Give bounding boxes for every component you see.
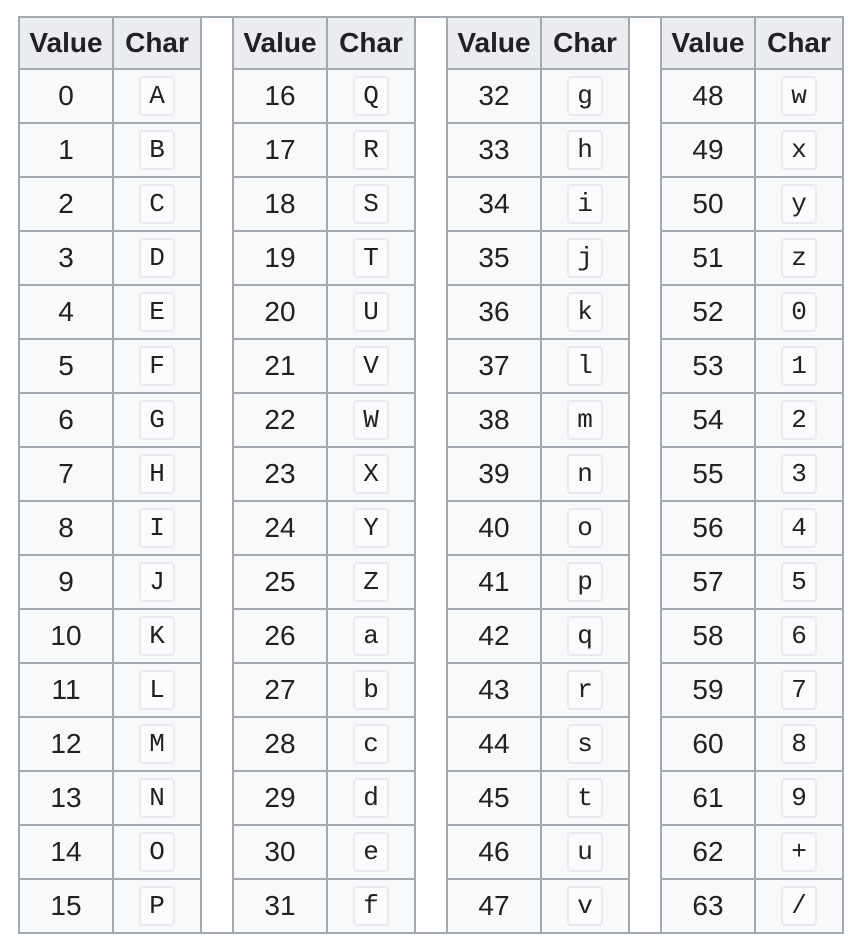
char-cell bbox=[755, 339, 843, 393]
header-cell-char: Char bbox=[541, 17, 629, 69]
char-code-box: a bbox=[353, 616, 389, 656]
char-code-box: P bbox=[139, 886, 175, 926]
char-cell bbox=[113, 447, 201, 501]
char-code-box: F bbox=[139, 346, 175, 386]
value-cell: 3 bbox=[19, 231, 113, 285]
value-cell: 11 bbox=[19, 663, 113, 717]
char-code-box: 0 bbox=[781, 292, 817, 332]
char-cell bbox=[113, 771, 201, 825]
char-cell bbox=[327, 231, 415, 285]
value-cell: 42 bbox=[447, 609, 541, 663]
value-cell: 4 bbox=[19, 285, 113, 339]
value-cell: 32 bbox=[447, 69, 541, 123]
value-cell: 43 bbox=[447, 663, 541, 717]
char-cell bbox=[113, 69, 201, 123]
char-cell bbox=[113, 123, 201, 177]
char-cell bbox=[327, 393, 415, 447]
char-code-box: / bbox=[781, 886, 817, 926]
value-cell: 47 bbox=[447, 879, 541, 933]
char-cell bbox=[327, 285, 415, 339]
char-code-box: L bbox=[139, 670, 175, 710]
char-code-box: H bbox=[139, 454, 175, 494]
value-cell: 50 bbox=[661, 177, 755, 231]
char-cell bbox=[327, 339, 415, 393]
spacer-column bbox=[201, 17, 233, 933]
char-code-box: b bbox=[353, 670, 389, 710]
char-code-box: t bbox=[567, 778, 603, 818]
char-cell bbox=[327, 177, 415, 231]
char-code-box: D bbox=[139, 238, 175, 278]
char-code-box: q bbox=[567, 616, 603, 656]
char-cell bbox=[327, 609, 415, 663]
char-code-box: G bbox=[139, 400, 175, 440]
char-cell bbox=[755, 123, 843, 177]
char-code-box: 1 bbox=[781, 346, 817, 386]
value-cell: 49 bbox=[661, 123, 755, 177]
value-cell: 51 bbox=[661, 231, 755, 285]
char-code-box: d bbox=[353, 778, 389, 818]
value-cell: 24 bbox=[233, 501, 327, 555]
char-cell bbox=[755, 285, 843, 339]
char-code-box: E bbox=[139, 292, 175, 332]
char-cell bbox=[541, 879, 629, 933]
value-cell: 27 bbox=[233, 663, 327, 717]
char-code-box: W bbox=[353, 400, 389, 440]
char-code-box: B bbox=[139, 130, 175, 170]
value-cell: 29 bbox=[233, 771, 327, 825]
char-cell bbox=[755, 501, 843, 555]
char-code-box: f bbox=[353, 886, 389, 926]
value-cell: 52 bbox=[661, 285, 755, 339]
char-cell bbox=[755, 555, 843, 609]
value-cell: 46 bbox=[447, 825, 541, 879]
value-cell: 61 bbox=[661, 771, 755, 825]
char-code-box: p bbox=[567, 562, 603, 602]
char-code-box: J bbox=[139, 562, 175, 602]
char-code-box: n bbox=[567, 454, 603, 494]
char-cell bbox=[541, 231, 629, 285]
value-cell: 53 bbox=[661, 339, 755, 393]
char-cell bbox=[541, 69, 629, 123]
char-cell bbox=[113, 501, 201, 555]
char-cell bbox=[113, 285, 201, 339]
char-cell bbox=[113, 663, 201, 717]
char-code-box: u bbox=[567, 832, 603, 872]
value-cell: 37 bbox=[447, 339, 541, 393]
value-cell: 0 bbox=[19, 69, 113, 123]
value-cell: 7 bbox=[19, 447, 113, 501]
value-cell: 62 bbox=[661, 825, 755, 879]
char-cell bbox=[327, 123, 415, 177]
char-code-box: j bbox=[567, 238, 603, 278]
char-cell bbox=[541, 339, 629, 393]
char-cell bbox=[327, 555, 415, 609]
char-code-box: Q bbox=[353, 76, 389, 116]
value-cell: 39 bbox=[447, 447, 541, 501]
char-code-box: T bbox=[353, 238, 389, 278]
char-cell bbox=[113, 879, 201, 933]
value-cell: 30 bbox=[233, 825, 327, 879]
char-cell bbox=[113, 825, 201, 879]
char-cell bbox=[541, 123, 629, 177]
value-cell: 45 bbox=[447, 771, 541, 825]
value-cell: 6 bbox=[19, 393, 113, 447]
char-code-box: x bbox=[781, 130, 817, 170]
value-cell: 55 bbox=[661, 447, 755, 501]
base64-index-table bbox=[18, 16, 844, 934]
char-code-box: O bbox=[139, 832, 175, 872]
char-cell bbox=[113, 177, 201, 231]
char-code-box: I bbox=[139, 508, 175, 548]
char-code-box: 7 bbox=[781, 670, 817, 710]
spacer-column bbox=[415, 17, 447, 933]
value-cell: 18 bbox=[233, 177, 327, 231]
value-cell: 56 bbox=[661, 501, 755, 555]
char-cell bbox=[541, 447, 629, 501]
value-cell: 58 bbox=[661, 609, 755, 663]
char-code-box: M bbox=[139, 724, 175, 764]
value-cell: 35 bbox=[447, 231, 541, 285]
char-cell bbox=[113, 393, 201, 447]
value-cell: 33 bbox=[447, 123, 541, 177]
spacer-column bbox=[629, 17, 661, 933]
char-code-box: 6 bbox=[781, 616, 817, 656]
header-cell-value: Value bbox=[661, 17, 755, 69]
value-cell: 26 bbox=[233, 609, 327, 663]
char-code-box: A bbox=[139, 76, 175, 116]
char-code-box: R bbox=[353, 130, 389, 170]
value-cell: 59 bbox=[661, 663, 755, 717]
value-cell: 31 bbox=[233, 879, 327, 933]
char-cell bbox=[755, 717, 843, 771]
char-cell bbox=[541, 285, 629, 339]
value-cell: 12 bbox=[19, 717, 113, 771]
header-cell-char: Char bbox=[113, 17, 201, 69]
char-cell bbox=[327, 69, 415, 123]
char-code-box: C bbox=[139, 184, 175, 224]
char-code-box: z bbox=[781, 238, 817, 278]
value-cell: 54 bbox=[661, 393, 755, 447]
char-code-box: 4 bbox=[781, 508, 817, 548]
char-code-box: r bbox=[567, 670, 603, 710]
char-code-box: s bbox=[567, 724, 603, 764]
value-cell: 14 bbox=[19, 825, 113, 879]
value-cell: 40 bbox=[447, 501, 541, 555]
char-code-box: K bbox=[139, 616, 175, 656]
char-code-box: c bbox=[353, 724, 389, 764]
char-cell bbox=[755, 393, 843, 447]
value-cell: 1 bbox=[19, 123, 113, 177]
char-code-box: g bbox=[567, 76, 603, 116]
char-code-box: 5 bbox=[781, 562, 817, 602]
value-cell: 21 bbox=[233, 339, 327, 393]
char-code-box: U bbox=[353, 292, 389, 332]
value-cell: 60 bbox=[661, 717, 755, 771]
char-cell bbox=[113, 231, 201, 285]
char-code-box: h bbox=[567, 130, 603, 170]
char-cell bbox=[541, 717, 629, 771]
char-cell bbox=[755, 879, 843, 933]
char-cell bbox=[327, 879, 415, 933]
char-code-box: Y bbox=[353, 508, 389, 548]
header-row bbox=[19, 17, 843, 69]
value-cell: 10 bbox=[19, 609, 113, 663]
value-cell: 8 bbox=[19, 501, 113, 555]
value-cell: 2 bbox=[19, 177, 113, 231]
char-code-box: 9 bbox=[781, 778, 817, 818]
char-code-box: 2 bbox=[781, 400, 817, 440]
char-cell bbox=[755, 771, 843, 825]
char-cell bbox=[541, 663, 629, 717]
value-cell: 36 bbox=[447, 285, 541, 339]
value-cell: 20 bbox=[233, 285, 327, 339]
char-code-box: 8 bbox=[781, 724, 817, 764]
char-code-box: + bbox=[781, 832, 817, 872]
value-cell: 9 bbox=[19, 555, 113, 609]
value-cell: 48 bbox=[661, 69, 755, 123]
value-cell: 17 bbox=[233, 123, 327, 177]
char-code-box: e bbox=[353, 832, 389, 872]
char-code-box: S bbox=[353, 184, 389, 224]
char-code-box: m bbox=[567, 400, 603, 440]
char-cell bbox=[541, 555, 629, 609]
char-cell bbox=[113, 717, 201, 771]
header-cell-value: Value bbox=[19, 17, 113, 69]
char-cell bbox=[327, 501, 415, 555]
char-code-box: v bbox=[567, 886, 603, 926]
char-cell bbox=[755, 177, 843, 231]
value-cell: 25 bbox=[233, 555, 327, 609]
value-cell: 28 bbox=[233, 717, 327, 771]
char-code-box: y bbox=[781, 184, 817, 224]
char-cell bbox=[327, 717, 415, 771]
char-cell bbox=[113, 609, 201, 663]
value-cell: 41 bbox=[447, 555, 541, 609]
char-cell bbox=[541, 825, 629, 879]
char-code-box: X bbox=[353, 454, 389, 494]
header-cell-value: Value bbox=[447, 17, 541, 69]
char-code-box: k bbox=[567, 292, 603, 332]
char-cell bbox=[327, 663, 415, 717]
char-code-box: l bbox=[567, 346, 603, 386]
value-cell: 13 bbox=[19, 771, 113, 825]
value-cell: 44 bbox=[447, 717, 541, 771]
char-cell bbox=[541, 609, 629, 663]
header-cell-value: Value bbox=[233, 17, 327, 69]
char-code-box: 3 bbox=[781, 454, 817, 494]
value-cell: 19 bbox=[233, 231, 327, 285]
header-cell-char: Char bbox=[755, 17, 843, 69]
char-cell bbox=[113, 555, 201, 609]
char-cell bbox=[755, 447, 843, 501]
value-cell: 63 bbox=[661, 879, 755, 933]
char-code-box: w bbox=[781, 76, 817, 116]
value-cell: 16 bbox=[233, 69, 327, 123]
char-cell bbox=[755, 231, 843, 285]
value-cell: 5 bbox=[19, 339, 113, 393]
value-cell: 23 bbox=[233, 447, 327, 501]
char-cell bbox=[541, 393, 629, 447]
char-cell bbox=[327, 825, 415, 879]
char-cell bbox=[541, 771, 629, 825]
char-cell bbox=[541, 177, 629, 231]
value-cell: 57 bbox=[661, 555, 755, 609]
char-cell bbox=[755, 609, 843, 663]
value-cell: 22 bbox=[233, 393, 327, 447]
char-cell bbox=[113, 339, 201, 393]
char-cell bbox=[755, 663, 843, 717]
char-cell bbox=[755, 69, 843, 123]
char-code-box: N bbox=[139, 778, 175, 818]
header-cell-char: Char bbox=[327, 17, 415, 69]
char-code-box: i bbox=[567, 184, 603, 224]
char-cell bbox=[327, 771, 415, 825]
char-code-box: Z bbox=[353, 562, 389, 602]
value-cell: 38 bbox=[447, 393, 541, 447]
char-cell bbox=[541, 501, 629, 555]
table-body bbox=[19, 17, 843, 933]
char-code-box: V bbox=[353, 346, 389, 386]
value-cell: 15 bbox=[19, 879, 113, 933]
char-cell bbox=[755, 825, 843, 879]
value-cell: 34 bbox=[447, 177, 541, 231]
char-code-box: o bbox=[567, 508, 603, 548]
char-cell bbox=[327, 447, 415, 501]
